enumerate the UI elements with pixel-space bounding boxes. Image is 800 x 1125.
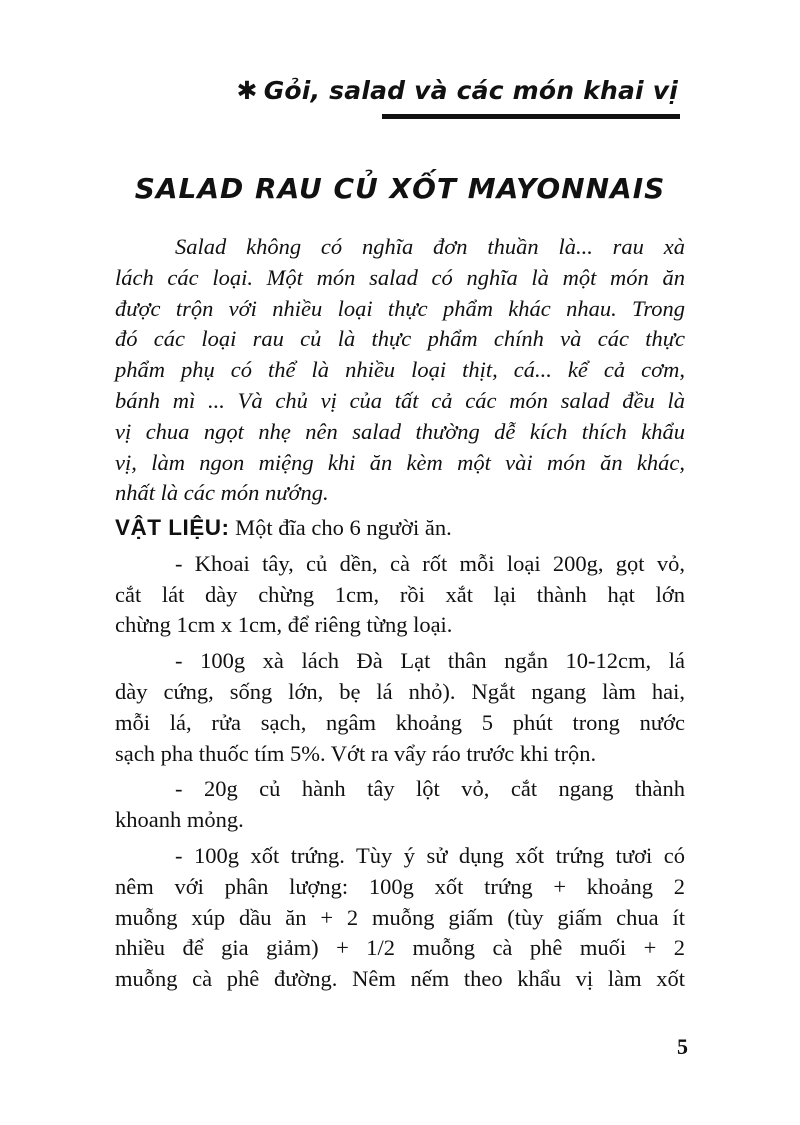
- running-header: [237, 76, 678, 105]
- materials-label: VẬT LIỆU:: [115, 515, 230, 540]
- ingredient-line: muỗng xúp dầu ăn + 2 muỗng giấm (tùy giấm chua ít: [115, 904, 685, 930]
- ingredient-line: nêm với phân lượng: 100g xốt trứng + khoảng 2: [115, 873, 685, 899]
- recipe-title: SALAD RAU CỦ XỐT MAYONNAIS: [134, 172, 666, 205]
- ingredient-item: [115, 774, 685, 836]
- ingredient-line: khoanh mỏng.: [115, 807, 244, 833]
- header-rule: [382, 114, 680, 119]
- materials-heading: [115, 513, 685, 544]
- ingredient-line: - 100g xà lách Đà Lạt thân ngắn 10-12cm, lá: [175, 648, 685, 674]
- ingredient-line: nhiều để gia giảm) + 1/2 muỗng cà phê muối + 2: [115, 935, 685, 961]
- ingredient-line: muỗng cà phê đường. Nêm nếm theo khẩu vị làm xốt: [115, 966, 685, 992]
- intro-line: vị, làm ngon miệng khi ăn kèm một vài món ăn khác,: [115, 449, 685, 475]
- materials-section: [115, 513, 685, 1000]
- intro-line: vị chua ngọt nhẹ nên salad thường dễ kích thích khẩu: [115, 418, 685, 444]
- ingredient-item: [115, 549, 685, 641]
- intro-line: bánh mì ... Và chủ vị của tất cả các món salad đều là: [115, 387, 685, 413]
- asterisk-icon: ✱: [236, 76, 258, 105]
- ingredient-line: chừng 1cm x 1cm, để riêng từng loại.: [115, 612, 453, 638]
- running-header-text: Gỏi, salad và các món khai vị: [263, 76, 678, 105]
- intro-paragraph: [115, 232, 685, 509]
- ingredient-line: mỗi lá, rửa sạch, ngâm khoảng 5 phút trong nước: [115, 709, 685, 735]
- intro-line: lách các loại. Một món salad có nghĩa là một món ăn: [115, 264, 685, 290]
- ingredient-line: - 100g xốt trứng. Tùy ý sử dụng xốt trứng tươi có: [175, 842, 685, 868]
- intro-line: phẩm phụ có thể là nhiều loại thịt, cá... kể cả cơm,: [115, 357, 685, 383]
- intro-line: được trộn với nhiều loại thực phẩm khác nhau. Trong: [115, 295, 685, 321]
- page-number: 5: [677, 1034, 688, 1059]
- ingredient-line: - 20g củ hành tây lột vỏ, cắt ngang thành: [175, 776, 685, 802]
- ingredient-item: [115, 841, 685, 995]
- ingredient-line: - Khoai tây, củ dền, cà rốt mỗi loại 200g, gọt vỏ,: [175, 550, 685, 576]
- materials-summary: Một đĩa cho 6 người ăn.: [229, 515, 452, 540]
- ingredient-line: dày cứng, sống lớn, bẹ lá nhỏ). Ngắt ngang làm hai,: [115, 678, 685, 704]
- ingredient-line: sạch pha thuốc tím 5%. Vớt ra vẩy ráo trước khi trộn.: [115, 740, 597, 766]
- intro-line: nhất là các món nướng.: [115, 480, 329, 506]
- intro-line: Salad không có nghĩa đơn thuần là... rau xà: [175, 234, 685, 259]
- ingredient-item: [115, 646, 685, 769]
- intro-line: đó các loại rau củ là thực phẩm chính và các thực: [115, 326, 685, 352]
- ingredient-line: cắt lát dày chừng 1cm, rồi xắt lại thành hạt lớn: [115, 581, 685, 607]
